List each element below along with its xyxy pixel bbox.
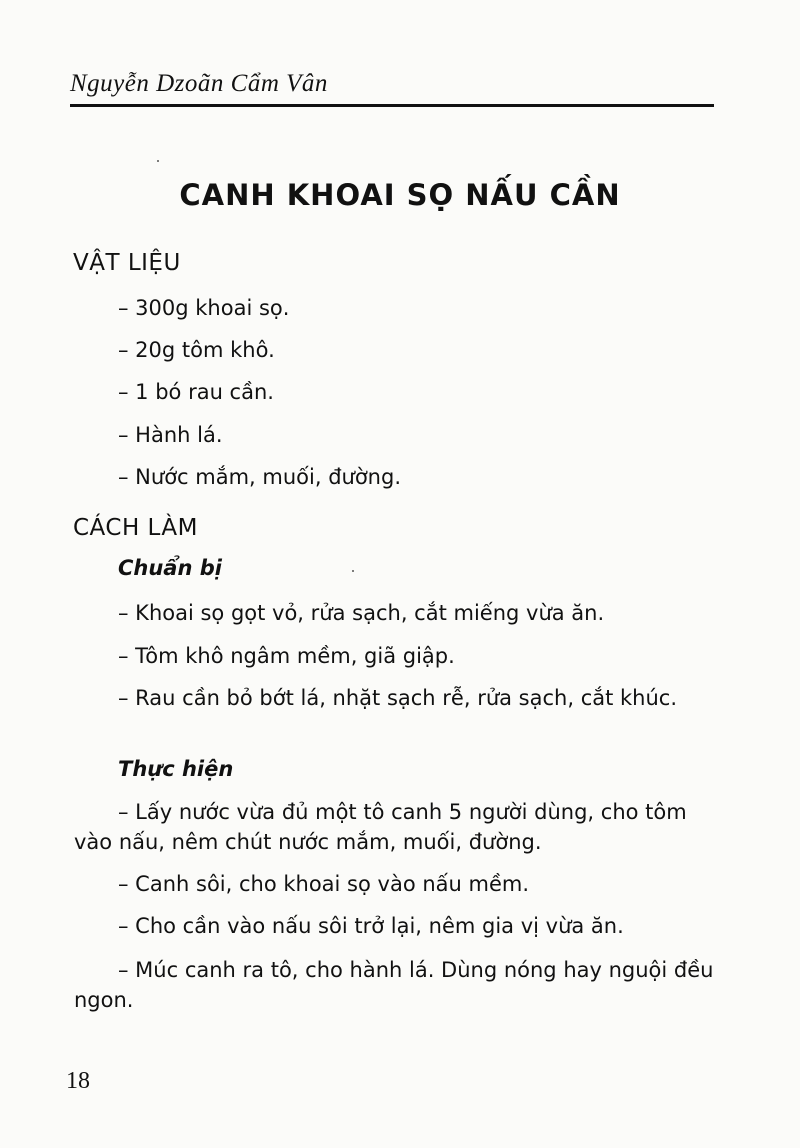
method-heading: CÁCH LÀM	[73, 515, 198, 541]
ingredients-heading: VẬT LIỆU	[73, 250, 181, 276]
prep-step: – Khoai sọ gọt vỏ, rửa sạch, cắt miếng vừa ăn.	[118, 601, 605, 625]
scan-speck	[352, 570, 354, 572]
ingredient-item: – 1 bó rau cần.	[118, 380, 274, 404]
execution-step: – Múc canh ra tô, cho hành lá. Dùng nóng hay nguội đều ngon.	[74, 958, 714, 1012]
author-name: Nguyễn Dzoãn Cẩm Vân	[70, 70, 328, 97]
running-header	[70, 66, 714, 107]
prep-step: – Tôm khô ngâm mềm, giã giập.	[118, 644, 455, 668]
execution-step: – Canh sôi, cho khoai sọ vào nấu mềm.	[118, 872, 530, 896]
execution-step: – Cho cần vào nấu sôi trở lại, nêm gia vị vừa ăn.	[118, 914, 624, 938]
ingredient-item: – 300g khoai sọ.	[118, 296, 290, 320]
recipe-title: CANH KHOAI SỌ NẤU CẦN	[179, 178, 621, 212]
ingredient-item: – 20g tôm khô.	[118, 338, 275, 362]
ingredient-item: – Nước mắm, muối, đường.	[118, 465, 401, 489]
execution-heading: Thực hiện	[118, 757, 234, 781]
scan-speck	[157, 160, 159, 162]
page-number: 18	[66, 1068, 90, 1094]
prep-heading: Chuẩn bị	[118, 556, 222, 580]
execution-step: – Lấy nước vừa đủ một tô canh 5 người dùng, cho tôm vào nấu, nêm chút nước mắm, muối, đường.	[74, 800, 687, 854]
ingredient-item: – Hành lá.	[118, 423, 223, 447]
prep-step: – Rau cần bỏ bớt lá, nhặt sạch rễ, rửa sạch, cắt khúc.	[118, 686, 678, 710]
